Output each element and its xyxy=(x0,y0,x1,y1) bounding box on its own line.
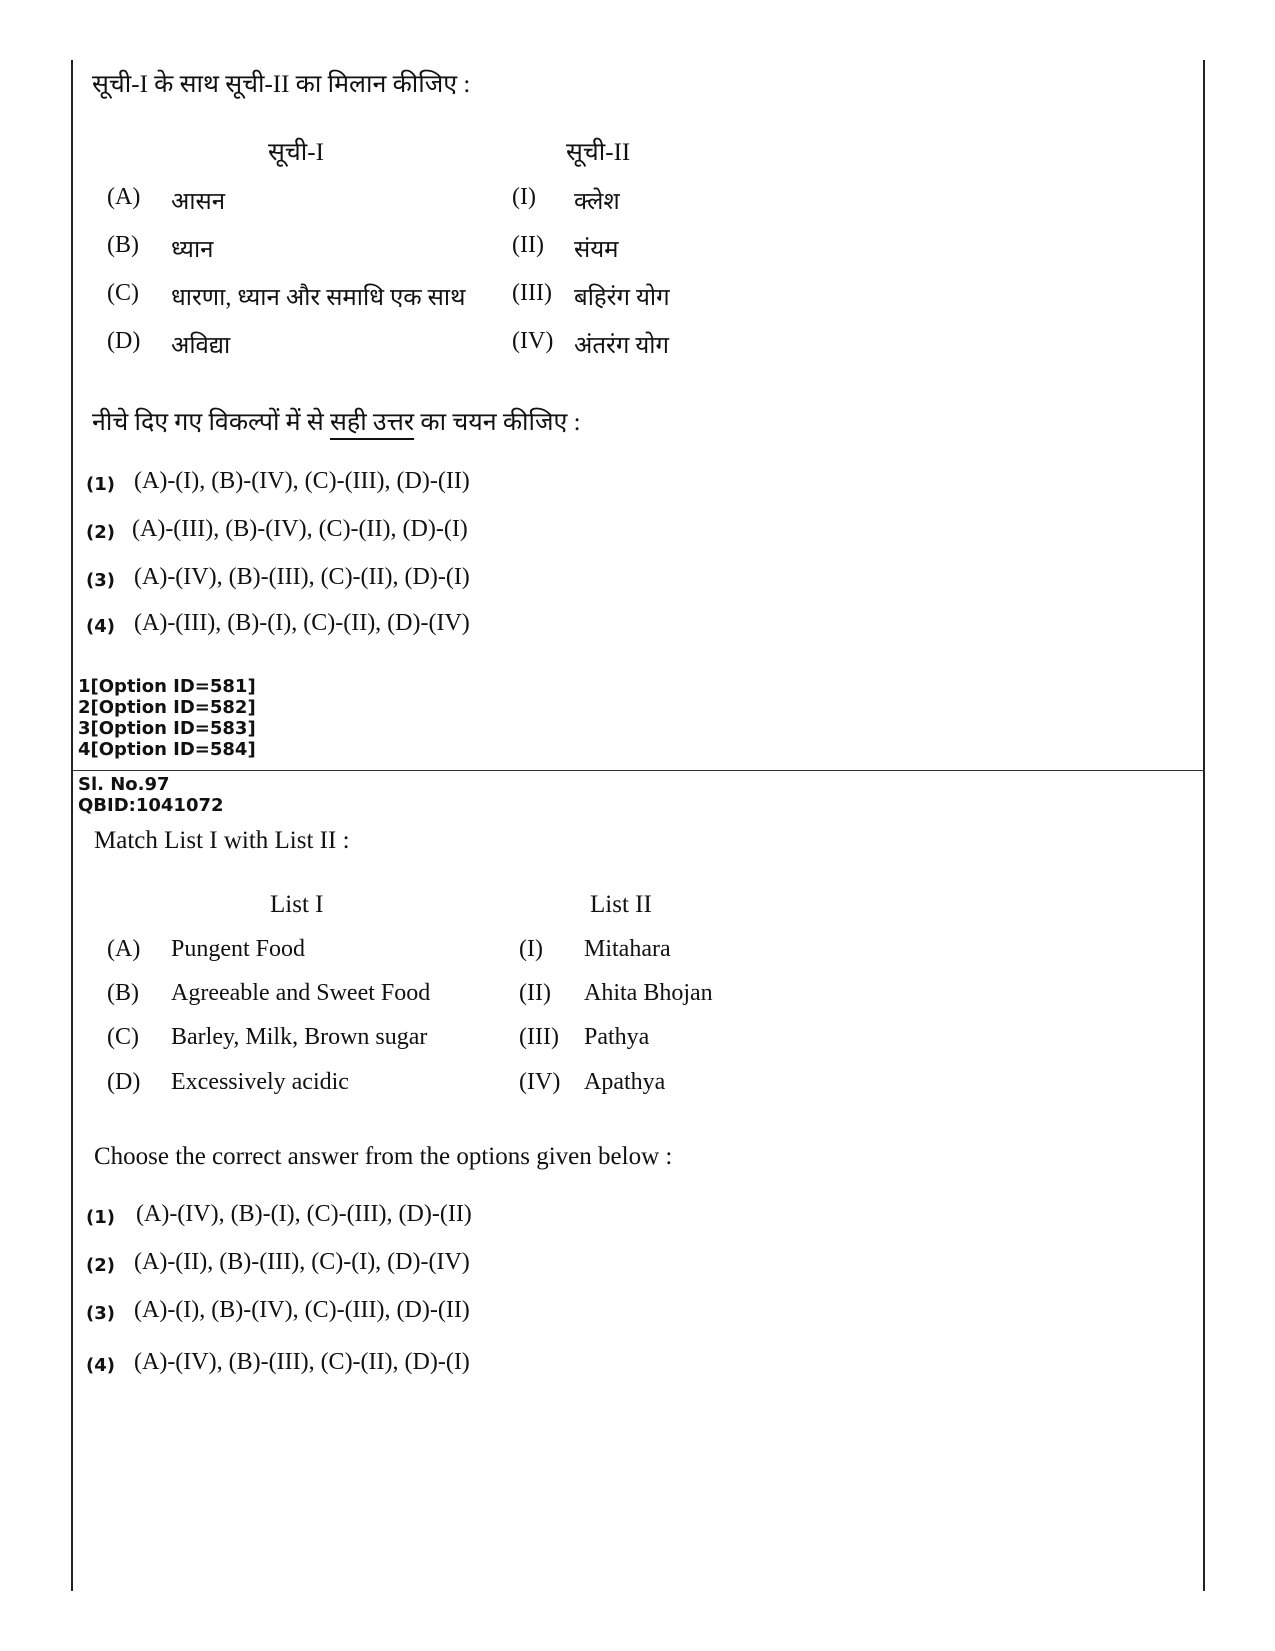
q97-prompt: Match List I with List II : xyxy=(94,827,350,854)
q96-option-id: 3[Option ID=583] xyxy=(78,718,256,739)
q96-option-num: (4) xyxy=(86,616,115,637)
q96-option-id: 4[Option ID=584] xyxy=(78,739,256,760)
q96-row-left: ध्यान xyxy=(171,237,214,263)
q97-row-roman: (I) xyxy=(519,936,543,962)
q96-row-key: (D) xyxy=(107,328,141,354)
q97-option-num: (4) xyxy=(86,1355,115,1376)
q97-row-roman: (II) xyxy=(519,980,551,1006)
q97-row-left: Pungent Food xyxy=(171,936,306,962)
q96-row-right: अंतरंग योग xyxy=(574,333,669,359)
q97-option-num: (1) xyxy=(86,1207,115,1228)
q97-option-num: (2) xyxy=(86,1255,115,1276)
q96-row-left: धारणा, ध्यान और समाधि एक साथ xyxy=(171,285,466,311)
right-border xyxy=(1203,60,1205,1591)
q96-option-text: (A)-(III), (B)-(I), (C)-(II), (D)-(IV) xyxy=(134,610,470,636)
q97-row-key: (B) xyxy=(107,980,139,1006)
q96-row-key: (C) xyxy=(107,280,139,306)
q96-row-left: अविद्या xyxy=(171,333,231,359)
q96-list2-heading: सूची-II xyxy=(566,139,631,166)
q97-option-text: (A)-(I), (B)-(IV), (C)-(III), (D)-(II) xyxy=(134,1297,470,1323)
q97-row-roman: (IV) xyxy=(519,1069,561,1095)
q97-row-left: Excessively acidic xyxy=(171,1069,349,1095)
q97-option-text: (A)-(IV), (B)-(III), (C)-(II), (D)-(I) xyxy=(134,1349,470,1375)
q96-row-roman: (III) xyxy=(512,280,552,306)
q97-option-text: (A)-(IV), (B)-(I), (C)-(III), (D)-(II) xyxy=(136,1201,472,1227)
q97-list1-heading: List I xyxy=(270,891,324,918)
q97-list2-heading: List II xyxy=(590,891,652,918)
q96-row-right: संयम xyxy=(574,237,619,263)
q96-option-num: (2) xyxy=(86,522,115,543)
q97-qbid: QBID:1041072 xyxy=(78,795,224,816)
q96-row-key: (B) xyxy=(107,232,139,258)
q97-row-key: (A) xyxy=(107,936,141,962)
q96-option-text: (A)-(III), (B)-(IV), (C)-(II), (D)-(I) xyxy=(132,516,468,542)
q96-instruction-underlined: सही उत्तर xyxy=(330,409,415,436)
left-border xyxy=(71,60,73,1591)
q96-row-right: क्लेश xyxy=(574,189,620,215)
q96-option-num: (3) xyxy=(86,570,115,591)
q96-row-right: बहिरंग योग xyxy=(574,285,670,311)
q97-row-left: Agreeable and Sweet Food xyxy=(171,980,431,1006)
q97-instruction: Choose the correct answer from the options given below : xyxy=(94,1143,673,1170)
q97-option-num: (3) xyxy=(86,1303,115,1324)
q96-list1-heading: सूची-I xyxy=(268,139,324,166)
q96-option-text: (A)-(I), (B)-(IV), (C)-(III), (D)-(II) xyxy=(134,468,470,494)
q97-option-text: (A)-(II), (B)-(III), (C)-(I), (D)-(IV) xyxy=(134,1249,470,1275)
q96-option-text: (A)-(IV), (B)-(III), (C)-(II), (D)-(I) xyxy=(134,564,470,590)
q96-row-key: (A) xyxy=(107,184,141,210)
q97-row-roman: (III) xyxy=(519,1024,559,1050)
q96-prompt: सूची-I के साथ सूची-II का मिलान कीजिए : xyxy=(92,71,471,98)
q96-option-id: 1[Option ID=581] xyxy=(78,676,256,697)
q96-option-num: (1) xyxy=(86,474,115,495)
q97-sl-no: Sl. No.97 xyxy=(78,774,170,795)
q97-row-key: (D) xyxy=(107,1069,141,1095)
q96-option-id: 2[Option ID=582] xyxy=(78,697,256,718)
q97-row-right: Ahita Bhojan xyxy=(584,980,713,1006)
q97-row-right: Pathya xyxy=(584,1024,650,1050)
q96-row-roman: (I) xyxy=(512,184,536,210)
q97-row-key: (C) xyxy=(107,1024,139,1050)
q96-row-left: आसन xyxy=(171,189,226,215)
q96-row-roman: (II) xyxy=(512,232,544,258)
q97-row-right: Mitahara xyxy=(584,936,671,962)
q96-row-roman: (IV) xyxy=(512,328,554,354)
question-divider xyxy=(71,770,1205,771)
q96-instruction: नीचे दिए गए विकल्पों में से सही उत्तर का चयन कीजिए : xyxy=(92,409,581,436)
q97-row-left: Barley, Milk, Brown sugar xyxy=(171,1024,428,1050)
q97-row-right: Apathya xyxy=(584,1069,666,1095)
